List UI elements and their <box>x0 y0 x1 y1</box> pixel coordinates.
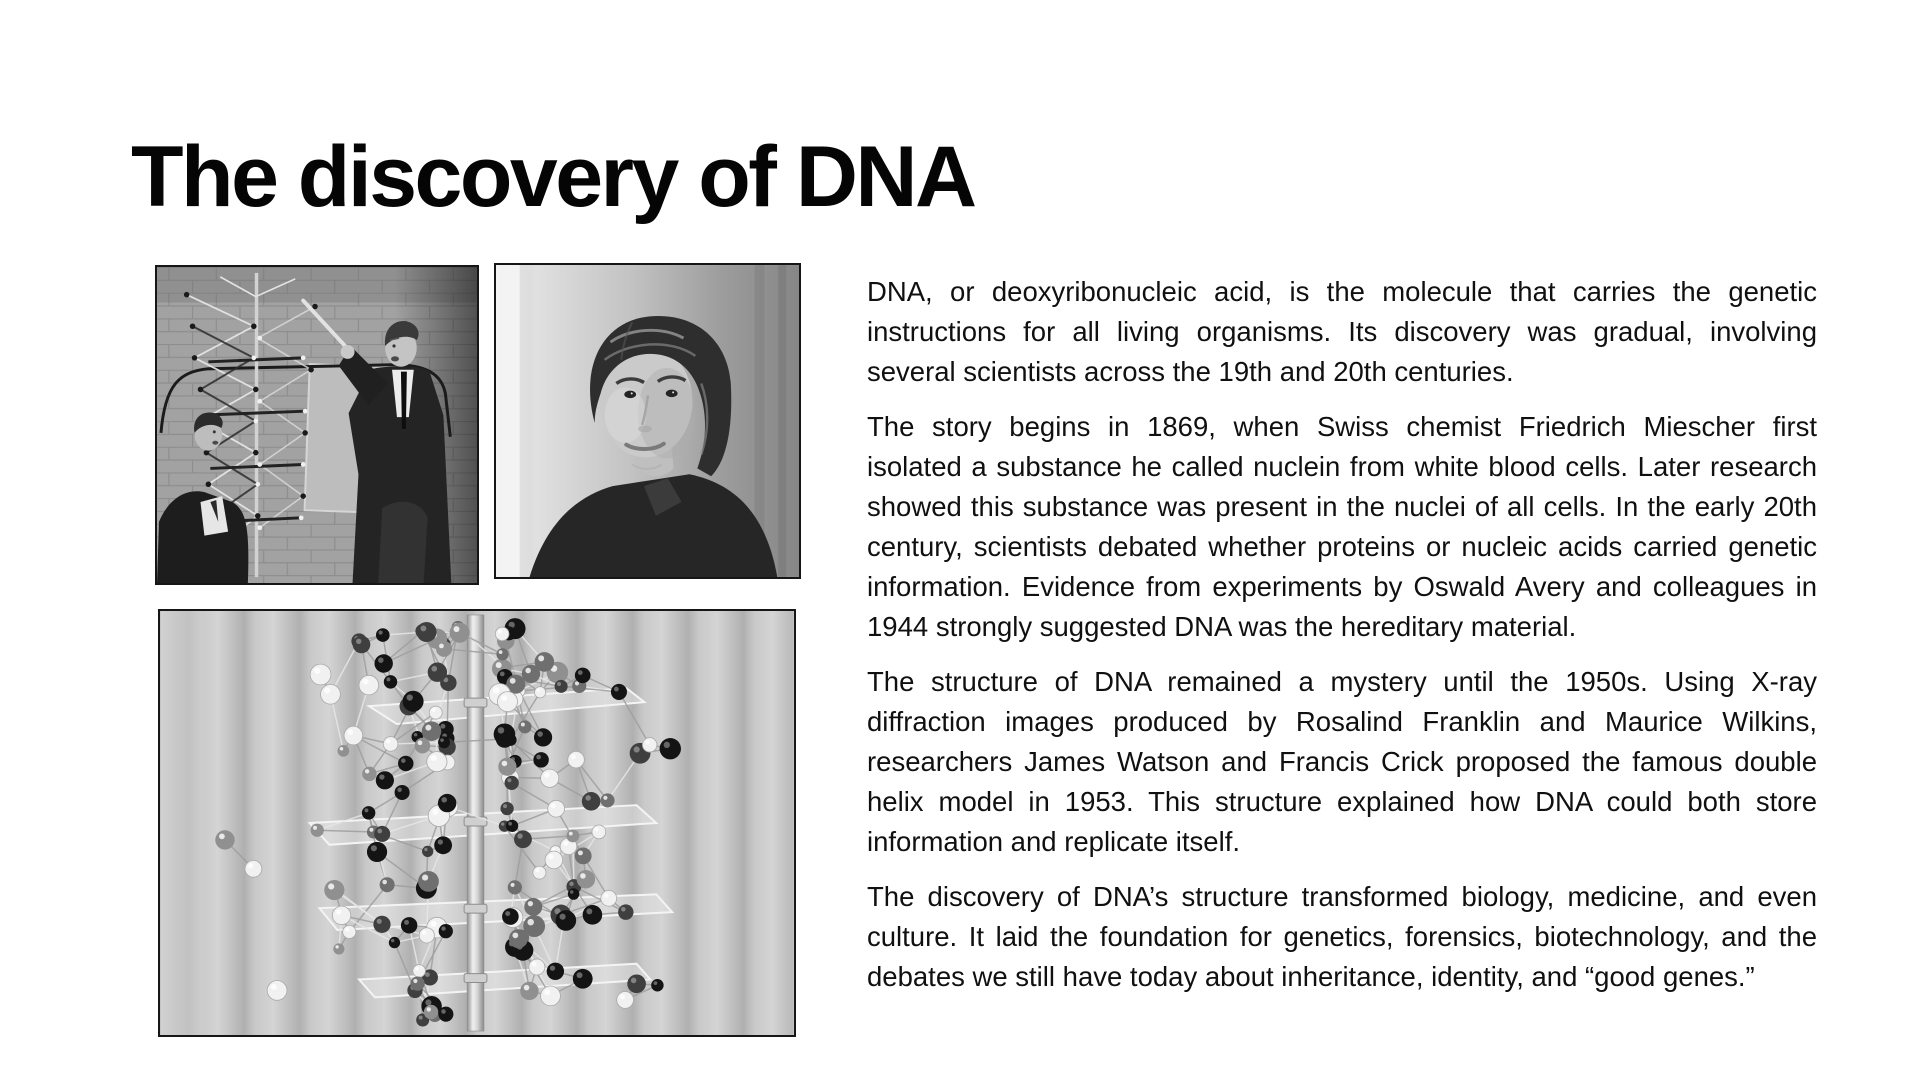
paragraph-intro: DNA, or deoxyribonucleic acid, is the molecule that carries the genetic instructions for all living organisms. Its discovery was gradual, involving several scientists across the 19th and 20th centuries. <box>867 276 1817 387</box>
paragraph-history: The story begins in 1869, when Swiss chemist Friedrich Miescher first isolated a substance he called nuclein from white blood cells. Later research showed this substance was present in the nuclei of all cells. In the early 20th century, scientists debated whether proteins or nucleic acids carried genetic information. Evidence from experiments by Oswald Avery and colleagues in 1944 strongly suggested DNA was the hereditary material. <box>867 411 1817 642</box>
watson-crick-photo <box>155 265 479 585</box>
rosalind-franklin-photo-art <box>496 265 799 577</box>
paragraph-impact: The discovery of DNA’s structure transformed biology, medicine, and even culture. It laid the foundation for genetics, forensics, biotechnology, and the debates we still have today about inheritance, identity, and “good genes.” <box>867 881 1817 992</box>
paragraph-structure: The structure of DNA remained a mystery until the 1950s. Using X-ray diffraction images produced by Rosalind Franklin and Maurice Wilkins, researchers James Watson and Francis Crick proposed the famous double helix model in 1953. This structure explained how DNA could both store information and replicate itself. <box>867 666 1817 857</box>
dna-model-photo-art <box>160 611 794 1035</box>
rosalind-franklin-photo <box>494 263 801 579</box>
body-text <box>867 272 1817 997</box>
dna-model-photo <box>158 609 796 1037</box>
watson-crick-photo-art <box>157 267 477 583</box>
slide-title: The discovery of DNA <box>131 129 975 225</box>
